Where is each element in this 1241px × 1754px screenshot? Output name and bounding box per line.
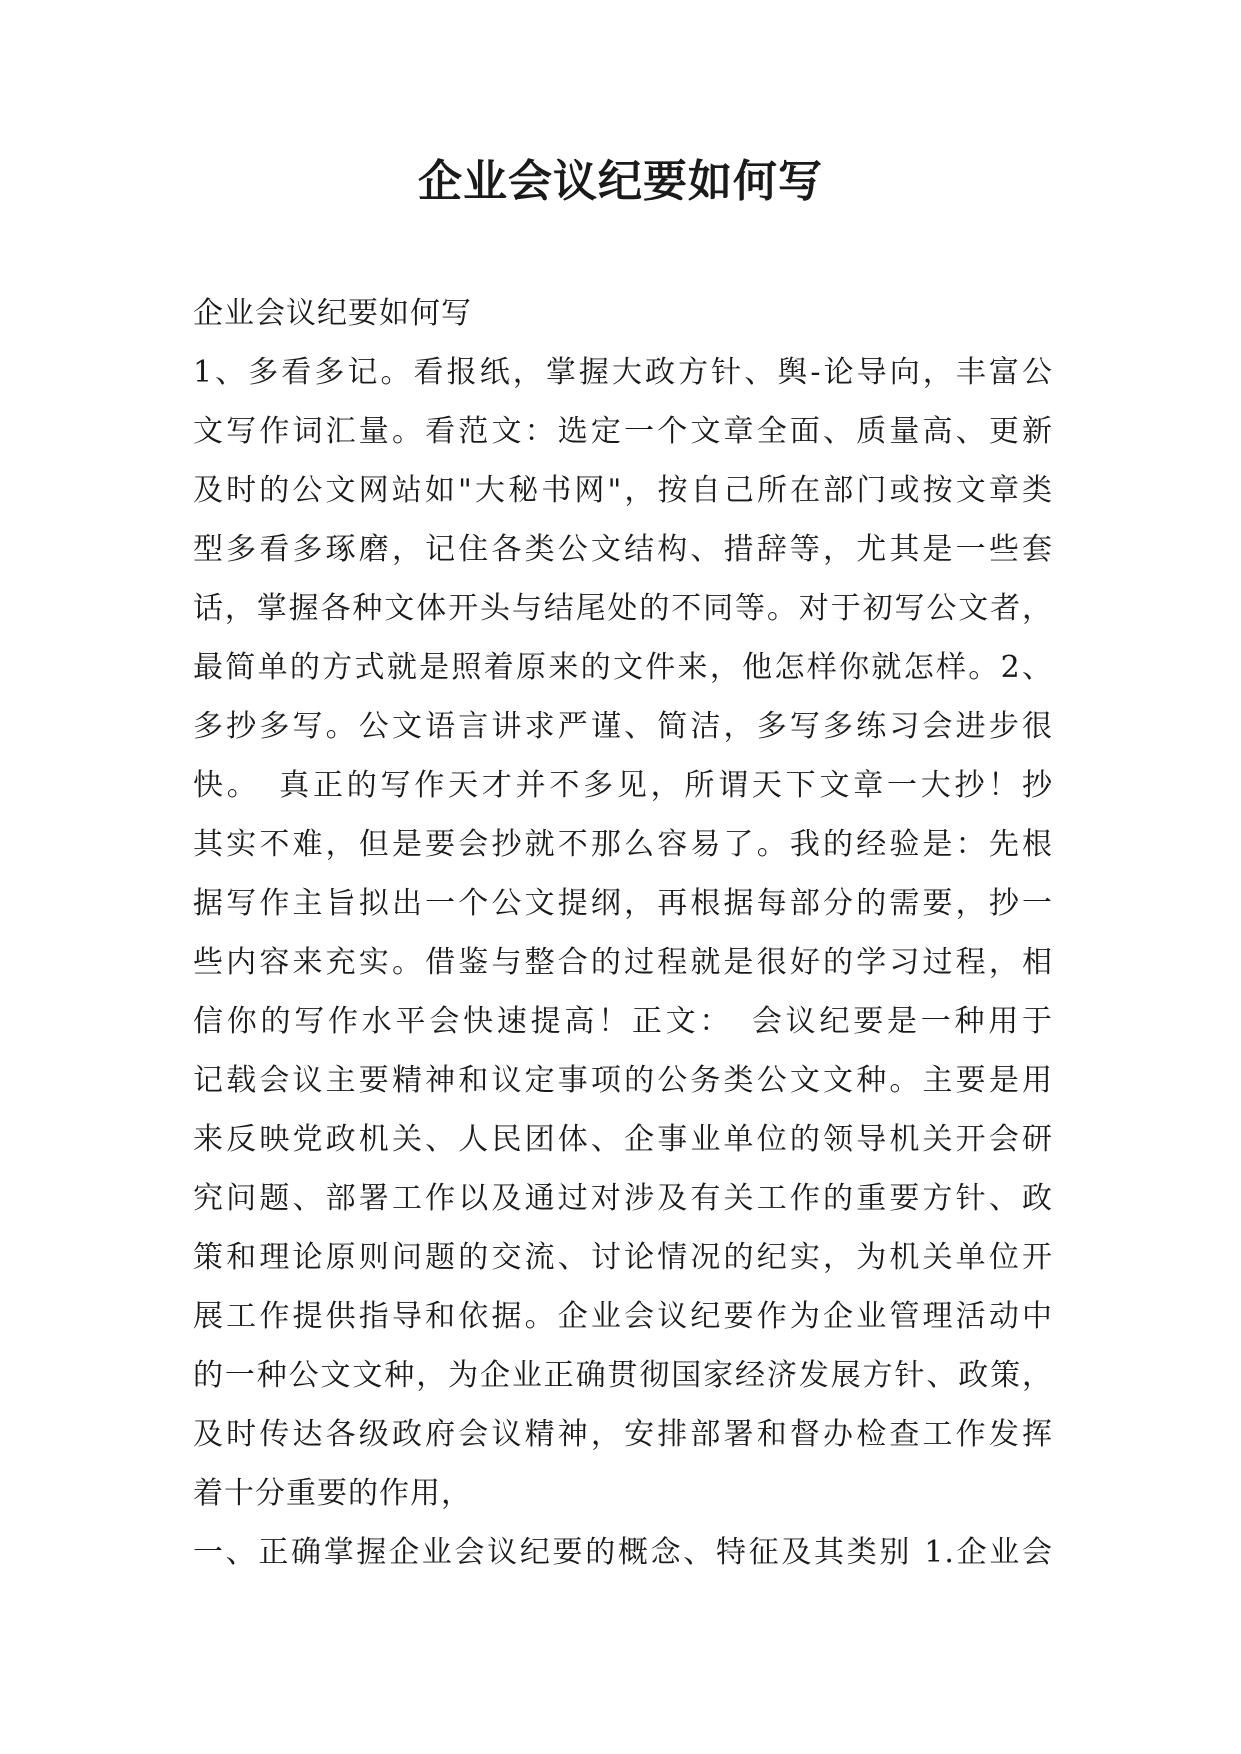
body-line: 信你的写作水平会快速提高！正文： 会议纪要是一种用于 xyxy=(193,1004,1053,1039)
body-line: 究问题、部署工作以及通过对涉及有关工作的重要方针、政 xyxy=(193,1181,1053,1216)
body-line: 1、多看多记。看报纸，掌握大政方针、舆-论导向，丰富公 xyxy=(193,355,1053,390)
body-line: 展工作提供指导和依据。企业会议纪要作为企业管理活动中 xyxy=(193,1299,1053,1334)
body-line: 其实不难，但是要会抄就不那么容易了。我的经验是：先根 xyxy=(193,827,1053,862)
document-title: 企业会议纪要如何写 xyxy=(418,156,823,207)
body-line: 记载会议主要精神和议定事项的公务类公文文种。主要是用 xyxy=(193,1063,1053,1098)
body-line: 文写作词汇量。看范文：选定一个文章全面、质量高、更新 xyxy=(193,414,1053,449)
body-line: 些内容来充实。借鉴与整合的过程就是很好的学习过程，相 xyxy=(193,945,1053,980)
body-line: 一、正确掌握企业会议纪要的概念、特征及其类别 1.企业会 xyxy=(193,1535,1053,1570)
body-line: 的一种公文文种，为企业正确贯彻国家经济发展方针、政策， xyxy=(193,1358,1053,1393)
body-line: 及时传达各级政府会议精神，安排部署和督办检查工作发挥 xyxy=(193,1417,1053,1452)
body-line: 最简单的方式就是照着原来的文件来，他怎样你就怎样。2、 xyxy=(193,650,1053,685)
body-line: 及时的公文网站如"大秘书网"，按自己所在部门或按文章类 xyxy=(193,473,1053,508)
body-line: 据写作主旨拟出一个公文提纲，再根据每部分的需要，抄一 xyxy=(193,886,1053,921)
body-line: 快。 真正的写作天才并不多见，所谓天下文章一大抄！抄 xyxy=(193,768,1053,803)
body-line: 企业会议纪要如何写 xyxy=(193,296,472,331)
body-line: 多抄多写。公文语言讲求严谨、简洁，多写多练习会进步很 xyxy=(193,709,1053,744)
body-line: 策和理论原则问题的交流、讨论情况的纪实，为机关单位开 xyxy=(193,1240,1053,1275)
body-line: 着十分重要的作用， xyxy=(193,1476,472,1511)
document-body xyxy=(193,284,1053,1582)
body-line: 型多看多琢磨，记住各类公文结构、措辞等，尤其是一些套 xyxy=(193,532,1053,567)
body-line: 来反映党政机关、人民团体、企事业单位的领导机关开会研 xyxy=(193,1122,1053,1157)
body-line: 话，掌握各种文体开头与结尾处的不同等。对于初写公文者， xyxy=(193,591,1053,626)
